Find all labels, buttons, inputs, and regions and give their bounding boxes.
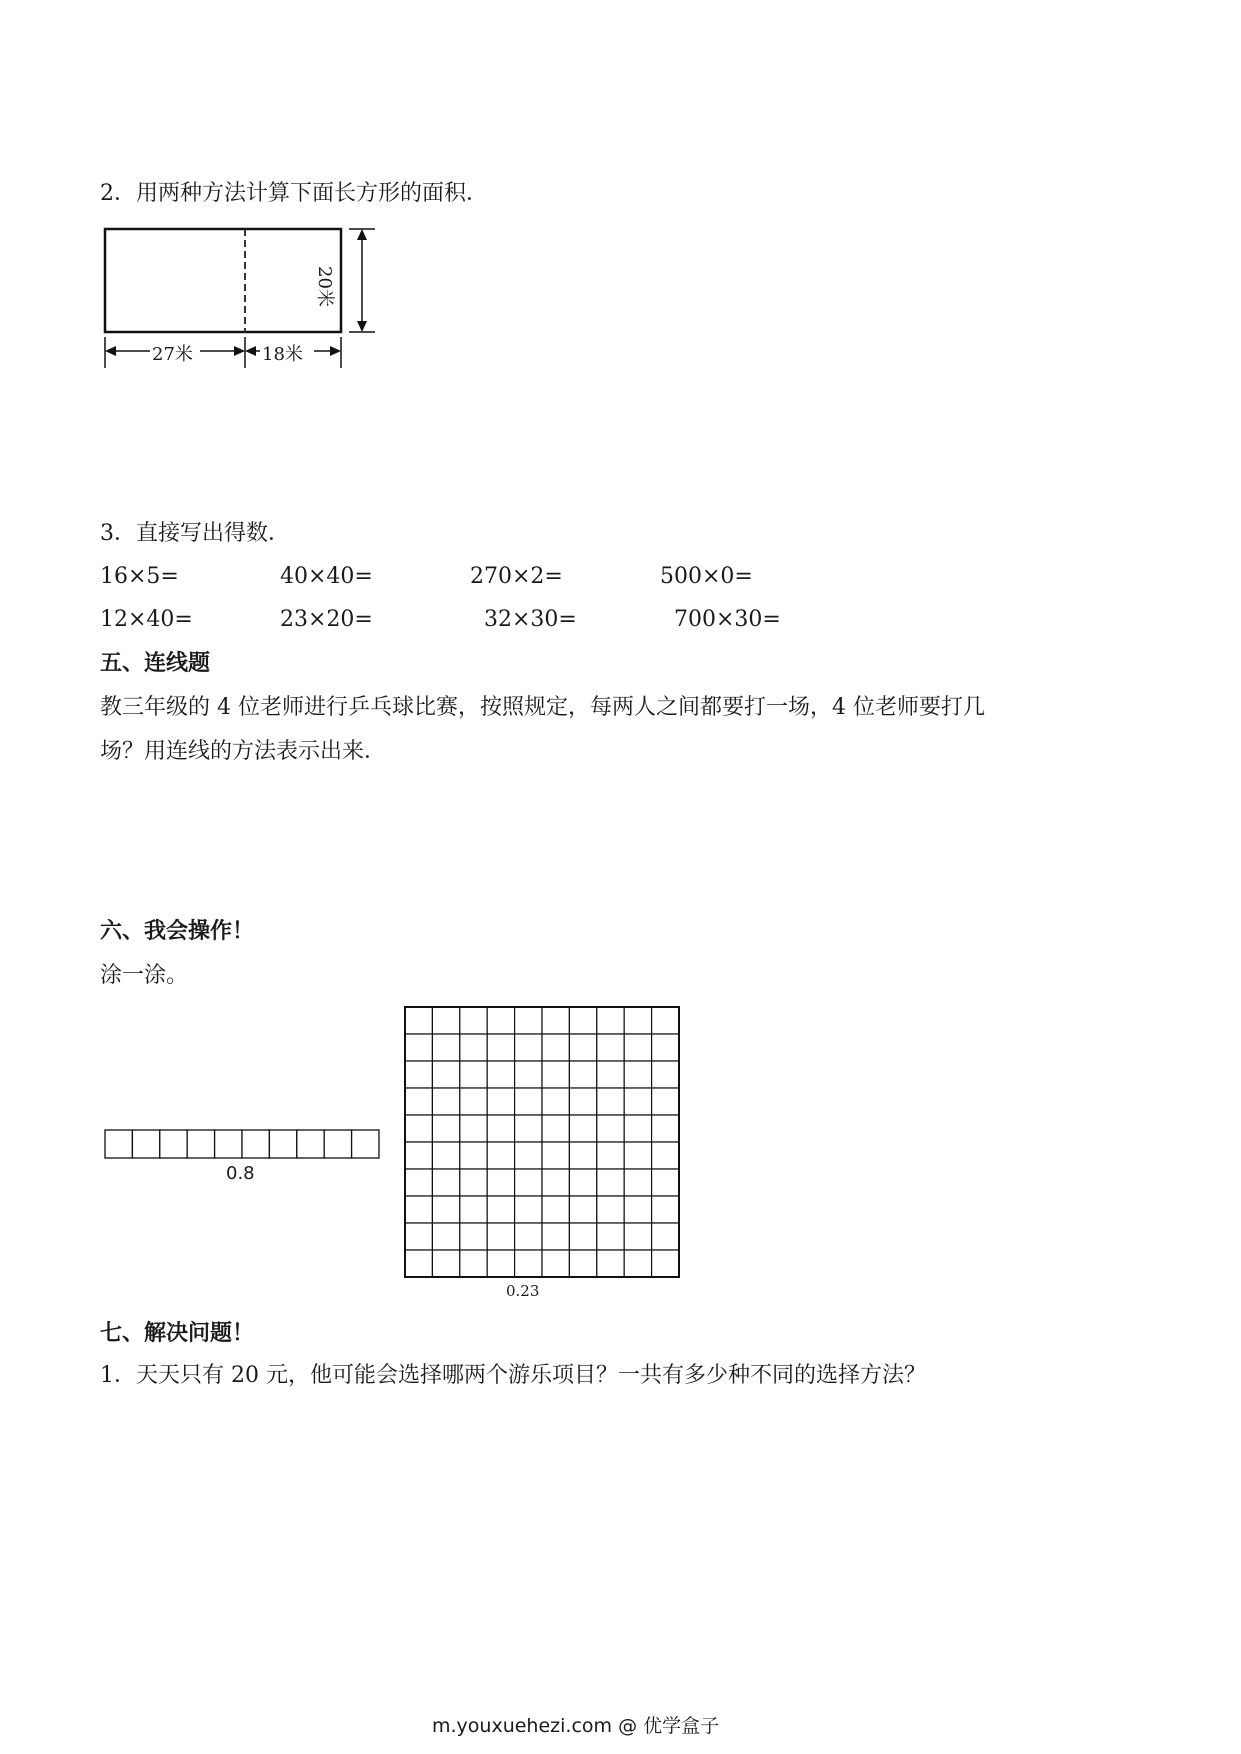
grid-cell[interactable] xyxy=(542,1142,569,1169)
grid-cell[interactable] xyxy=(405,1196,432,1223)
section7-q1: 1．天天只有 20 元，他可能会选择哪两个游乐项目？一共有多少种不同的选择方法？ xyxy=(100,1363,926,1388)
grid-cell[interactable] xyxy=(460,1142,487,1169)
grid-cell[interactable] xyxy=(432,1007,459,1034)
grid-cell[interactable] xyxy=(569,1115,596,1142)
q3-item: 12×40= xyxy=(100,607,193,632)
grid-cell[interactable] xyxy=(624,1142,651,1169)
strip-cell[interactable] xyxy=(242,1130,269,1158)
q3-item: 23×20= xyxy=(280,607,373,632)
grid-cell[interactable] xyxy=(542,1007,569,1034)
grid-cell[interactable] xyxy=(515,1034,542,1061)
grid-cell[interactable] xyxy=(624,1007,651,1034)
grid-cell[interactable] xyxy=(652,1115,679,1142)
grid-cell[interactable] xyxy=(624,1088,651,1115)
grid-cell[interactable] xyxy=(569,1088,596,1115)
section7-title: 七、解决问题！ xyxy=(100,1321,255,1346)
grid-cell[interactable] xyxy=(542,1223,569,1250)
grid-cell[interactable] xyxy=(597,1169,624,1196)
grid-cell[interactable] xyxy=(487,1223,514,1250)
grid-cell[interactable] xyxy=(405,1088,432,1115)
q3-item: 700×30= xyxy=(674,607,781,632)
grid-cell[interactable] xyxy=(624,1196,651,1223)
strip-cell[interactable] xyxy=(352,1130,379,1158)
grid-cell[interactable] xyxy=(542,1250,569,1277)
grid-cell[interactable] xyxy=(460,1250,487,1277)
grid-cell[interactable] xyxy=(624,1223,651,1250)
grid-cell[interactable] xyxy=(405,1223,432,1250)
grid-cell[interactable] xyxy=(432,1034,459,1061)
footer-text: m.youxuehezi.com @ 优学盒子 xyxy=(432,1715,720,1737)
grid-cell[interactable] xyxy=(652,1088,679,1115)
grid-cell[interactable] xyxy=(487,1196,514,1223)
grid-cell[interactable] xyxy=(624,1034,651,1061)
section5-line2: 场？用连线的方法表示出来． xyxy=(100,739,387,764)
q3-item: 500×0= xyxy=(660,564,753,589)
grid-cell[interactable] xyxy=(624,1115,651,1142)
grid-cell[interactable] xyxy=(432,1061,459,1088)
grid-cell[interactable] xyxy=(569,1250,596,1277)
grid-cell[interactable] xyxy=(515,1169,542,1196)
grid-cell[interactable] xyxy=(432,1169,459,1196)
grid-cell[interactable] xyxy=(597,1196,624,1223)
grid-cell[interactable] xyxy=(624,1061,651,1088)
grid-cell[interactable] xyxy=(569,1034,596,1061)
section6-instruction: 涂一涂。 xyxy=(100,963,189,988)
grid-cell[interactable] xyxy=(652,1223,679,1250)
grid-cell[interactable] xyxy=(597,1250,624,1277)
section5-line1: 教三年级的 4 位老师进行乒乓球比赛，按照规定，每两人之间都要打一场，4 位老师要打几 xyxy=(100,695,985,720)
grid-cell[interactable] xyxy=(460,1007,487,1034)
grid-cell[interactable] xyxy=(652,1061,679,1088)
strip-cell[interactable] xyxy=(132,1130,159,1158)
section6-title: 六、我会操作！ xyxy=(100,919,255,944)
strip-cell[interactable] xyxy=(297,1130,324,1158)
grid-cell[interactable] xyxy=(515,1007,542,1034)
grid-cell[interactable] xyxy=(515,1061,542,1088)
strip-label: 0.8 xyxy=(226,1163,255,1184)
grid-cell[interactable] xyxy=(487,1142,514,1169)
strip-cell[interactable] xyxy=(187,1130,214,1158)
grid-label: 0.23 xyxy=(506,1282,540,1300)
grid-cell[interactable] xyxy=(569,1142,596,1169)
grid-cell[interactable] xyxy=(487,1034,514,1061)
grid-cell[interactable] xyxy=(460,1196,487,1223)
grid-cell[interactable] xyxy=(460,1034,487,1061)
grid-cell[interactable] xyxy=(515,1250,542,1277)
grid-cell[interactable] xyxy=(405,1007,432,1034)
strip-cell[interactable] xyxy=(324,1130,351,1158)
strip-cell[interactable] xyxy=(269,1130,296,1158)
grid-cell[interactable] xyxy=(432,1250,459,1277)
grid-cell[interactable] xyxy=(487,1169,514,1196)
grid-cell[interactable] xyxy=(487,1061,514,1088)
grid-cell[interactable] xyxy=(597,1034,624,1061)
grid-cell[interactable] xyxy=(624,1169,651,1196)
grid-cell[interactable] xyxy=(405,1169,432,1196)
grid-cell[interactable] xyxy=(569,1223,596,1250)
grid-cell[interactable] xyxy=(652,1034,679,1061)
grid-cell[interactable] xyxy=(487,1007,514,1034)
grid-cell[interactable] xyxy=(432,1196,459,1223)
grid-cell[interactable] xyxy=(515,1196,542,1223)
q2-prompt: 2．用两种方法计算下面长方形的面积． xyxy=(100,181,488,206)
grid-cell[interactable] xyxy=(624,1250,651,1277)
grid-cell[interactable] xyxy=(432,1223,459,1250)
grid-cell[interactable] xyxy=(652,1250,679,1277)
section5-title: 五、连线题 xyxy=(100,651,211,676)
strip-cell[interactable] xyxy=(215,1130,242,1158)
hundredths-grid[interactable] xyxy=(405,1007,679,1277)
grid-cell[interactable] xyxy=(542,1169,569,1196)
grid-cell[interactable] xyxy=(460,1061,487,1088)
width-right-label: 18米 xyxy=(262,344,303,365)
grid-cell[interactable] xyxy=(460,1115,487,1142)
grid-cell[interactable] xyxy=(597,1115,624,1142)
grid-cell[interactable] xyxy=(569,1196,596,1223)
grid-cell[interactable] xyxy=(432,1088,459,1115)
rectangle-figure xyxy=(100,222,390,382)
grid-cell[interactable] xyxy=(569,1061,596,1088)
grid-cell[interactable] xyxy=(405,1142,432,1169)
grid-cell[interactable] xyxy=(487,1250,514,1277)
strip-cell[interactable] xyxy=(160,1130,187,1158)
grid-cell[interactable] xyxy=(597,1142,624,1169)
grid-cell[interactable] xyxy=(460,1088,487,1115)
grid-cell[interactable] xyxy=(515,1142,542,1169)
q3-prompt: 3．直接写出得数． xyxy=(100,521,290,546)
grid-cell[interactable] xyxy=(460,1169,487,1196)
grid-cell[interactable] xyxy=(405,1034,432,1061)
height-label: 20米 xyxy=(314,266,335,307)
grid-cell[interactable] xyxy=(542,1061,569,1088)
grid-cell[interactable] xyxy=(432,1142,459,1169)
width-left-label: 27米 xyxy=(152,344,193,365)
grid-cell[interactable] xyxy=(652,1007,679,1034)
grid-cell[interactable] xyxy=(515,1088,542,1115)
grid-cell[interactable] xyxy=(515,1115,542,1142)
grid-cell[interactable] xyxy=(542,1115,569,1142)
q3-item: 270×2= xyxy=(470,564,563,589)
grid-cell[interactable] xyxy=(515,1223,542,1250)
strip-cell[interactable] xyxy=(105,1130,132,1158)
grid-cell[interactable] xyxy=(405,1061,432,1088)
q3-item: 40×40= xyxy=(280,564,373,589)
grid-cell[interactable] xyxy=(652,1169,679,1196)
grid-cell[interactable] xyxy=(487,1088,514,1115)
grid-cell[interactable] xyxy=(569,1169,596,1196)
grid-cell[interactable] xyxy=(432,1115,459,1142)
grid-cell[interactable] xyxy=(569,1007,596,1034)
grid-cell[interactable] xyxy=(597,1223,624,1250)
grid-cell[interactable] xyxy=(542,1034,569,1061)
grid-cell[interactable] xyxy=(405,1250,432,1277)
grid-cell[interactable] xyxy=(487,1115,514,1142)
grid-cell[interactable] xyxy=(652,1142,679,1169)
grid-cell[interactable] xyxy=(542,1196,569,1223)
q3-item: 32×30= xyxy=(484,607,577,632)
grid-cell[interactable] xyxy=(542,1088,569,1115)
grid-cell[interactable] xyxy=(460,1223,487,1250)
tenths-strip[interactable] xyxy=(105,1130,379,1158)
grid-cell[interactable] xyxy=(652,1196,679,1223)
q3-item: 16×5= xyxy=(100,564,179,589)
grid-cell[interactable] xyxy=(597,1007,624,1034)
grid-cell[interactable] xyxy=(597,1061,624,1088)
grid-cell[interactable] xyxy=(405,1115,432,1142)
grid-cell[interactable] xyxy=(597,1088,624,1115)
